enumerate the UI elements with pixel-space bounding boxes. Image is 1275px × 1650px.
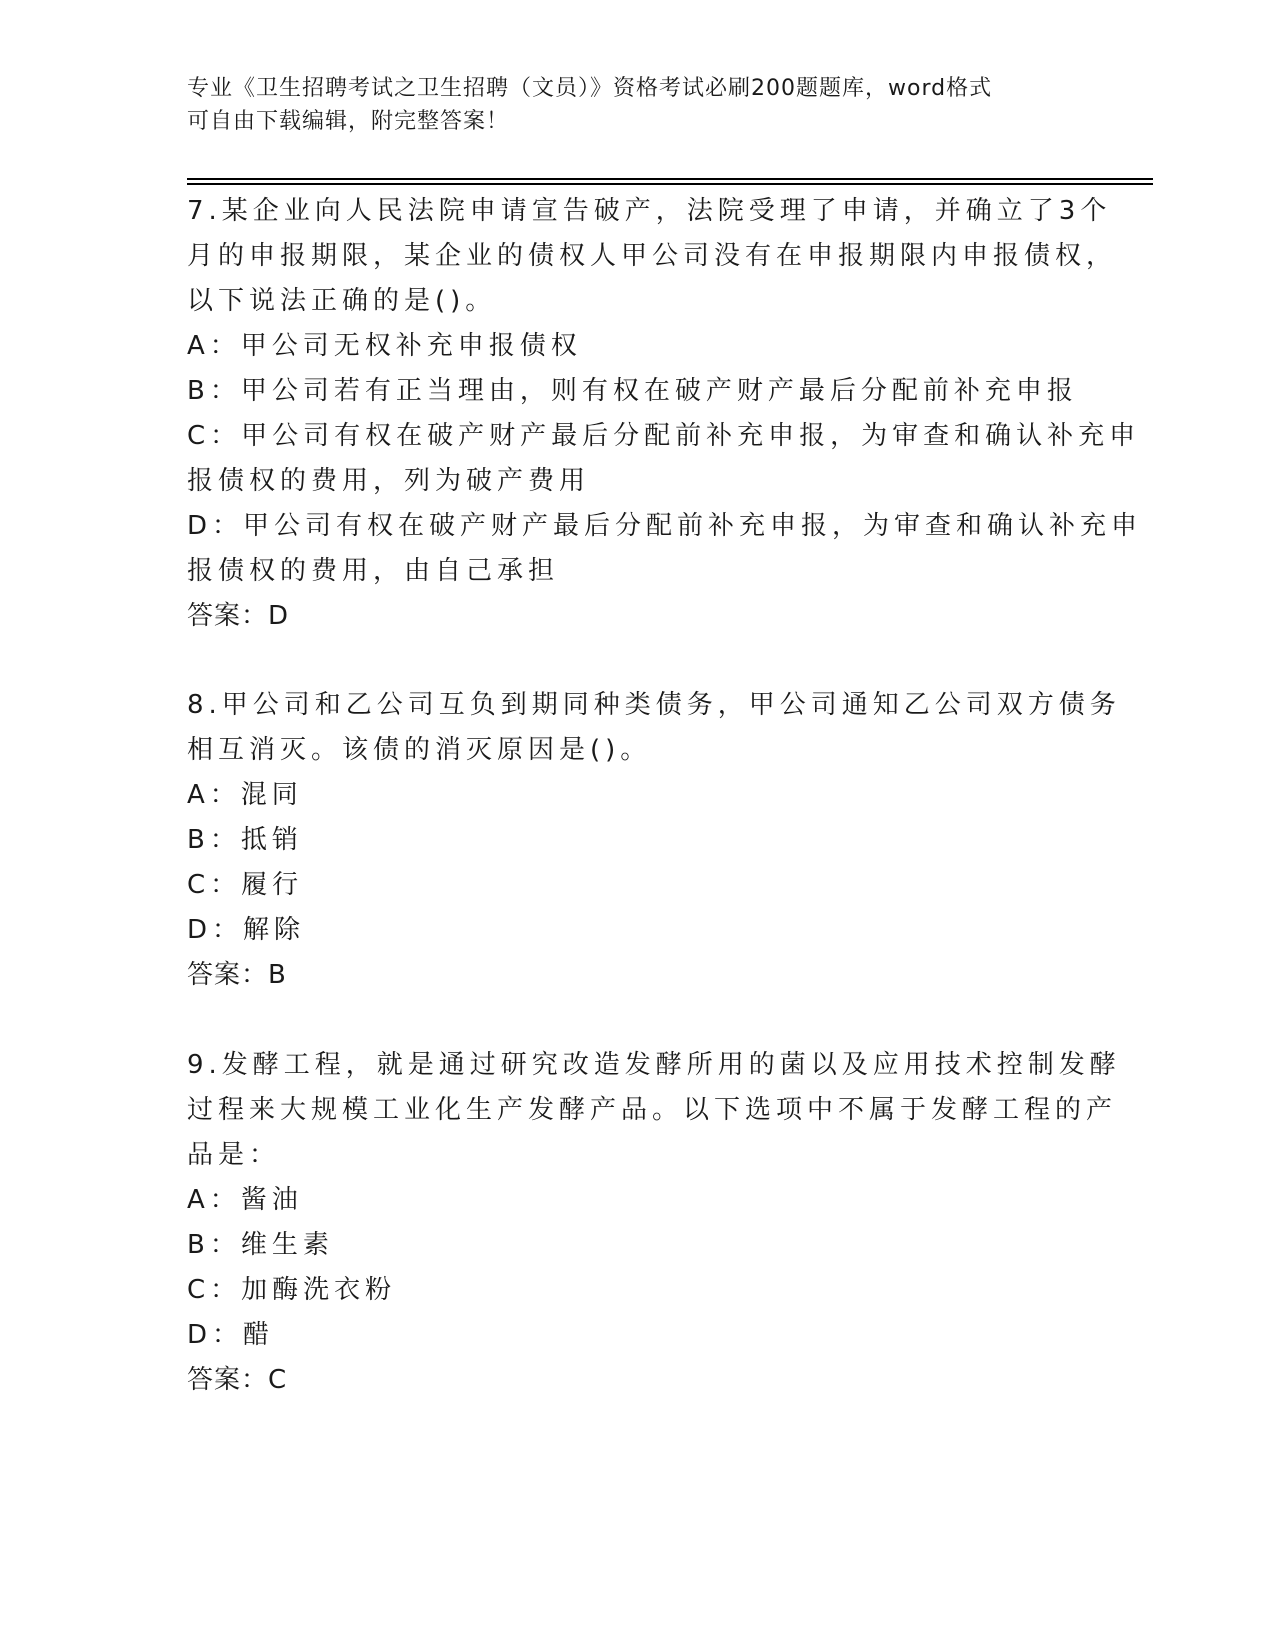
question-text-line: 品是： bbox=[187, 1140, 281, 1170]
option-b: B：抵销 bbox=[187, 825, 303, 855]
question-7 bbox=[187, 189, 1143, 639]
option-c: C：履行 bbox=[187, 870, 304, 900]
question-text-line: 7.某企业向人民法院申请宣告破产，法院受理了申请，并确立了3个 bbox=[187, 196, 1112, 226]
option-b: B：甲公司若有正当理由，则有权在破产财产最后分配前补充申报 bbox=[187, 376, 1078, 406]
question-text-line: 以下说法正确的是()。 bbox=[187, 286, 497, 316]
header-divider-bottom bbox=[187, 183, 1153, 185]
option-c-continued: 报债权的费用，列为破产费用 bbox=[187, 466, 591, 496]
page-header bbox=[187, 72, 1067, 138]
question-8 bbox=[187, 683, 1121, 998]
answer-label: 答案：B bbox=[187, 960, 287, 990]
question-text-line: 8.甲公司和乙公司互负到期同种类债务，甲公司通知乙公司双方债务 bbox=[187, 690, 1121, 720]
question-9 bbox=[187, 1043, 1121, 1403]
spacer bbox=[187, 998, 1087, 1043]
spacer bbox=[187, 639, 1087, 683]
header-line-1: 专业《卫生招聘考试之卫生招聘（文员）》资格考试必刷200题题库，word格式 bbox=[187, 76, 993, 101]
option-d: D：甲公司有权在破产财产最后分配前补充申报，为审查和确认补充申 bbox=[187, 511, 1143, 541]
option-c: C：加酶洗衣粉 bbox=[187, 1275, 397, 1305]
option-d: D：醋 bbox=[187, 1320, 275, 1350]
option-c: C：甲公司有权在破产财产最后分配前补充申报，为审查和确认补充申 bbox=[187, 421, 1141, 451]
option-a: A：混同 bbox=[187, 780, 303, 810]
question-text-line: 过程来大规模工业化生产发酵产品。以下选项中不属于发酵工程的产 bbox=[187, 1095, 1118, 1125]
option-b: B：维生素 bbox=[187, 1230, 334, 1260]
answer-label: 答案：C bbox=[187, 1365, 288, 1395]
answer-label: 答案：D bbox=[187, 601, 290, 631]
question-text-line: 9.发酵工程，就是通过研究改造发酵所用的菌以及应用技术控制发酵 bbox=[187, 1050, 1121, 1080]
option-d-continued: 报债权的费用，由自己承担 bbox=[187, 556, 560, 586]
question-text-line: 相互消灭。该债的消灭原因是()。 bbox=[187, 735, 652, 765]
header-line-2: 可自由下载编辑，附完整答案！ bbox=[187, 109, 510, 134]
question-text-line: 月的申报期限，某企业的债权人甲公司没有在申报期限内申报债权， bbox=[187, 241, 1118, 271]
header-divider-top bbox=[187, 178, 1153, 180]
question-list bbox=[187, 189, 1143, 1403]
option-d: D：解除 bbox=[187, 915, 306, 945]
option-a: A：甲公司无权补充申报债权 bbox=[187, 331, 582, 361]
option-a: A：酱油 bbox=[187, 1185, 303, 1215]
